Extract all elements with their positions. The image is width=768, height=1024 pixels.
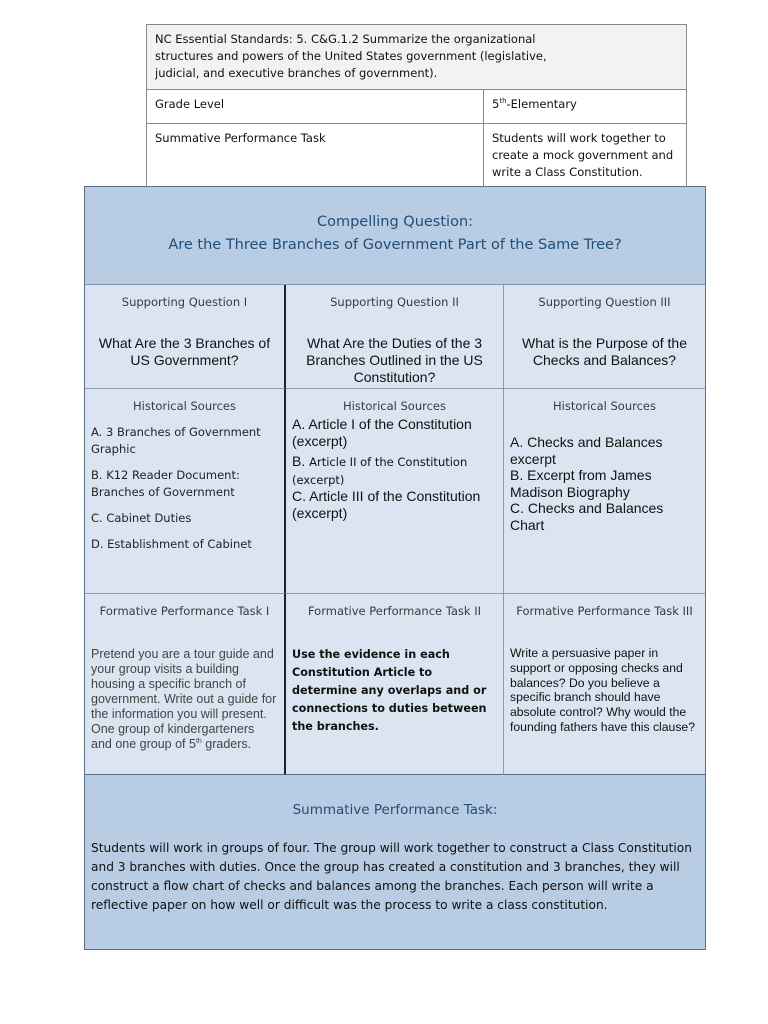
source-item: C. Cabinet Duties	[91, 511, 192, 525]
formative-task-1-body: Pretend you are a tour guide and your group visits a building housing a specific branch of government. Write out a guide for the information you will present. One group of kindergarteners and one group of 5	[91, 647, 277, 751]
formative-task-1-end: graders.	[201, 737, 252, 751]
standards-table	[146, 24, 687, 188]
source-item: A. Article I of the Constitution (excerpt)	[292, 416, 472, 449]
formative-task-2-heading: Formative Performance Task II	[307, 604, 482, 618]
summative-task-heading: Summative Performance Task:	[292, 802, 498, 818]
supporting-grid	[85, 285, 705, 775]
supporting-question-2-heading: Supporting Question II	[330, 295, 459, 309]
compelling-question-text: Are the Three Branches of Government Part of the Same Tree?	[168, 237, 622, 253]
supporting-question-1-cell	[85, 285, 286, 389]
sources-3-cell	[504, 389, 705, 594]
summative-task-text: Students will work in groups of four. The group will work together to construct a Class Constitution and 3 branches with duties. Once the group has created a constitution and 3 branches, they will construct a flow chart of checks and balances among the branches. Each person will write a reflective paper on how well or difficult was the process to write a class constitution.	[91, 841, 692, 912]
supporting-question-2-cell	[286, 285, 504, 389]
summative-task-value: Students will work together to create a mock government and write a Class Constitution.	[484, 124, 687, 188]
formative-task-3-text: Write a persuasive paper in support or opposing checks and balances? Do you believe a specific branch should have absolute control? Why would the founding fathers have this clause?	[510, 646, 695, 734]
sources-1-cell	[85, 389, 286, 594]
grade-ordinal: th	[499, 97, 507, 106]
source-item: C. Checks and Balances Chart	[510, 500, 664, 533]
source-item: C. Article III of the Constitution (excerpt)	[292, 488, 481, 521]
summative-task-label: Summative Performance Task	[147, 124, 484, 188]
grade-row	[147, 90, 687, 124]
standards-row	[147, 25, 687, 90]
inquiry-design-table	[84, 186, 706, 950]
formative-task-1-ordinal: th	[195, 737, 202, 745]
supporting-question-1-heading: Supporting Question I	[121, 295, 248, 309]
source-item: B. Excerpt from James Madison Biography	[510, 467, 652, 500]
grade-label: Grade Level	[147, 90, 484, 124]
summative-task-row	[147, 124, 687, 188]
sources-1-heading: Historical Sources	[132, 399, 236, 413]
formative-task-1-heading: Formative Performance Task I	[99, 604, 270, 618]
formative-task-1-text	[91, 647, 278, 752]
source-item-prefix: B.	[292, 453, 306, 469]
source-item-text: Article II of the Constitution (excerpt)	[292, 455, 468, 487]
grade-level-text: -Elementary	[506, 97, 577, 111]
standards-text: NC Essential Standards: 5. C&G.1.2 Summarize the organizational structures and powers of the United States government (legislative, judicial, and executive branches of government).	[147, 25, 687, 90]
grade-value	[484, 90, 687, 124]
sources-2-list	[292, 416, 497, 521]
source-item: B. K12 Reader Document: Branches of Government	[91, 468, 240, 499]
sources-1-list	[91, 424, 278, 562]
compelling-question-heading: Compelling Question:	[316, 214, 474, 230]
grade-number: 5	[492, 97, 500, 111]
summative-task-panel	[85, 775, 705, 949]
source-item	[292, 453, 497, 488]
supporting-question-1-text: What Are the 3 Branches of US Government?	[98, 335, 271, 368]
formative-task-3-cell	[504, 594, 705, 775]
sources-2-heading: Historical Sources	[342, 399, 446, 413]
source-item: A. 3 Branches of Government Graphic	[91, 425, 261, 456]
formative-task-2-cell	[286, 594, 504, 775]
source-item: A. Checks and Balances excerpt	[510, 434, 663, 467]
supporting-question-2-text: What Are the Duties of the 3 Branches Outlined in the US Constitution?	[306, 335, 483, 385]
supporting-question-3-cell	[504, 285, 705, 389]
supporting-question-3-heading: Supporting Question III	[538, 295, 671, 309]
source-item: D. Establishment of Cabinet	[91, 537, 252, 551]
formative-task-2-text: Use the evidence in each Constitution Article to determine any overlaps and or connections to duties between the branches.	[292, 648, 487, 733]
formative-task-3-heading: Formative Performance Task III	[516, 604, 693, 618]
sources-3-heading: Historical Sources	[552, 399, 656, 413]
sources-2-cell	[286, 389, 504, 594]
compelling-question-panel	[85, 187, 705, 285]
formative-task-1-cell	[85, 594, 286, 775]
supporting-question-3-text: What is the Purpose of the Checks and Balances?	[522, 335, 687, 368]
sources-3-list	[510, 434, 699, 533]
